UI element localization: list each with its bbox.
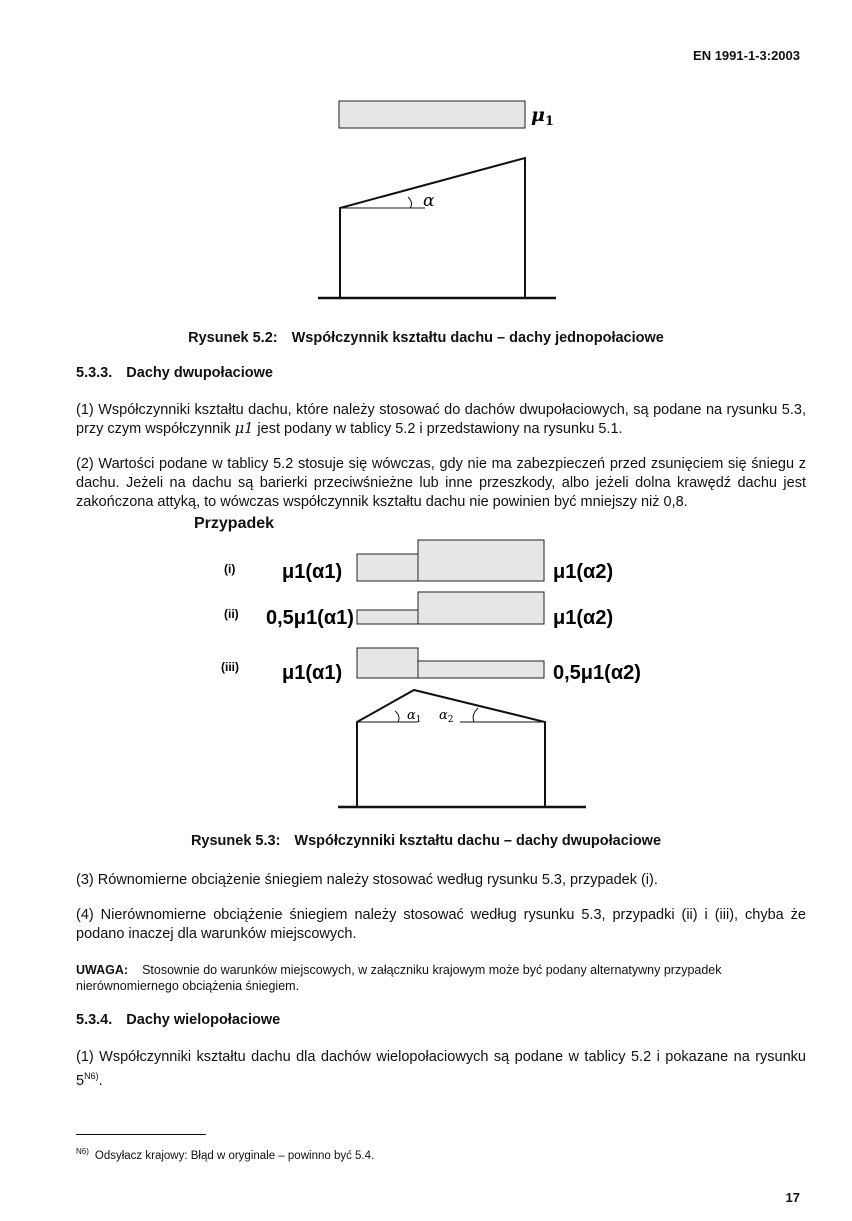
- alpha-label: α: [423, 191, 435, 211]
- case-i-label: (i): [224, 562, 236, 576]
- paragraph-5-3-3-1: (1) Współczynniki kształtu dachu, które należy stosować do dachów dwupołaciowych, są podane na rysunku 5.3, przy czym współczynnik μ1 jest podany w tablicy 5.2 i przedstawiony na rysunku 5.1.: [76, 402, 806, 437]
- case-i-right-load: [418, 540, 544, 581]
- case-iii-right-load: [418, 661, 544, 678]
- document-code: EN 1991-1-3:2003: [693, 48, 800, 63]
- case-ii-right-load: [418, 592, 544, 624]
- page-number: 17: [785, 1190, 800, 1205]
- footnote: $^{N6)}$ Odsyłacz krajowy: Błąd w oryginale – powinno być 5.4.: [76, 1147, 375, 1162]
- monopitch-building: [340, 158, 525, 298]
- case-iii-label: (iii): [221, 660, 239, 674]
- figure-5-2-caption: Rysunek 5.2: Współczynnik kształtu dachu – dachy jednopołaciowe: [188, 330, 664, 346]
- paragraph-5-3-3-2: (2) Wartości podane w tablicy 5.2 stosuje się wówczas, gdy nie ma zabezpieczeń przed zsunięciem się śniegu z dachu. Jeżeli na dachu są barierki przeciwśnieżne lub inne przeszkody, albo jeżeli dolna krawędź dachu jest zakończona attyką, to wówczas współczynnik kształtu dachu nie powinien być mniejszy niż 0,8.: [76, 456, 806, 510]
- note: UWAGA: Stosownie do warunków miejscowych, w załączniku krajowym może być podany alternatywny przypadek nierównomiernego obciążenia śniegiem.: [76, 963, 722, 993]
- paragraph-5-3-4-1: (1) Współczynniki kształtu dachu dla dachów wielopołaciowych są podane w tablicy 5.2 i pokazane na rysunku $5^{N6)}$.: [76, 1049, 806, 1089]
- figure-5-2: [0, 90, 852, 305]
- alpha2-arc: [473, 708, 478, 722]
- alpha1-arc: [395, 711, 399, 722]
- case-ii-left-load: [357, 610, 418, 624]
- case-ii-label: (ii): [224, 607, 239, 621]
- case-i-left-load: [357, 554, 418, 581]
- paragraph-5-3-3-4: (4) Nierównomierne obciążenie śniegiem należy stosować według rysunku 5.3, przypadki (ii) i (iii), chyba że podano inaczej dla warunków miejscowych.: [76, 907, 806, 942]
- snow-load-block: [339, 101, 525, 128]
- section-5-3-4-heading: 5.3.4. Dachy wielopołaciowe: [76, 1012, 281, 1028]
- case-iii-right-coeff: 0,5μ1(α2): [553, 662, 641, 684]
- alpha1-label: $\alpha_1$: [407, 708, 422, 725]
- alpha-arc: [408, 197, 412, 208]
- figure-5-3: [0, 530, 852, 820]
- case-i-left-coeff: μ1(α1): [282, 561, 343, 583]
- footnote-ref[interactable]: N6): [84, 1071, 99, 1081]
- mu1-label: $\mu_1$: [531, 104, 554, 129]
- figure-5-3-caption: Rysunek 5.3: Współczynniki kształtu dachu – dachy dwupołaciowe: [190, 833, 662, 849]
- case-iii-left-coeff: μ1(α1): [282, 662, 343, 684]
- case-ii-left-coeff: 0,5μ1(α1): [266, 607, 354, 629]
- section-5-3-3-heading: 5.3.3. Dachy dwupołaciowe: [76, 365, 273, 381]
- paragraph-5-3-3-3: (3) Równomierne obciążenie śniegiem należy stosować według rysunku 5.3, przypadek (i).: [76, 872, 658, 888]
- duopitch-building: [357, 690, 545, 807]
- case-ii-right-coeff: μ1(α2): [553, 607, 614, 629]
- case-title: Przypadek: [194, 515, 275, 532]
- case-i-right-coeff: μ1(α2): [553, 561, 614, 583]
- case-iii-left-load: [357, 648, 418, 678]
- alpha2-label: $\alpha_2$: [439, 708, 454, 725]
- footnote-separator: [76, 1134, 206, 1135]
